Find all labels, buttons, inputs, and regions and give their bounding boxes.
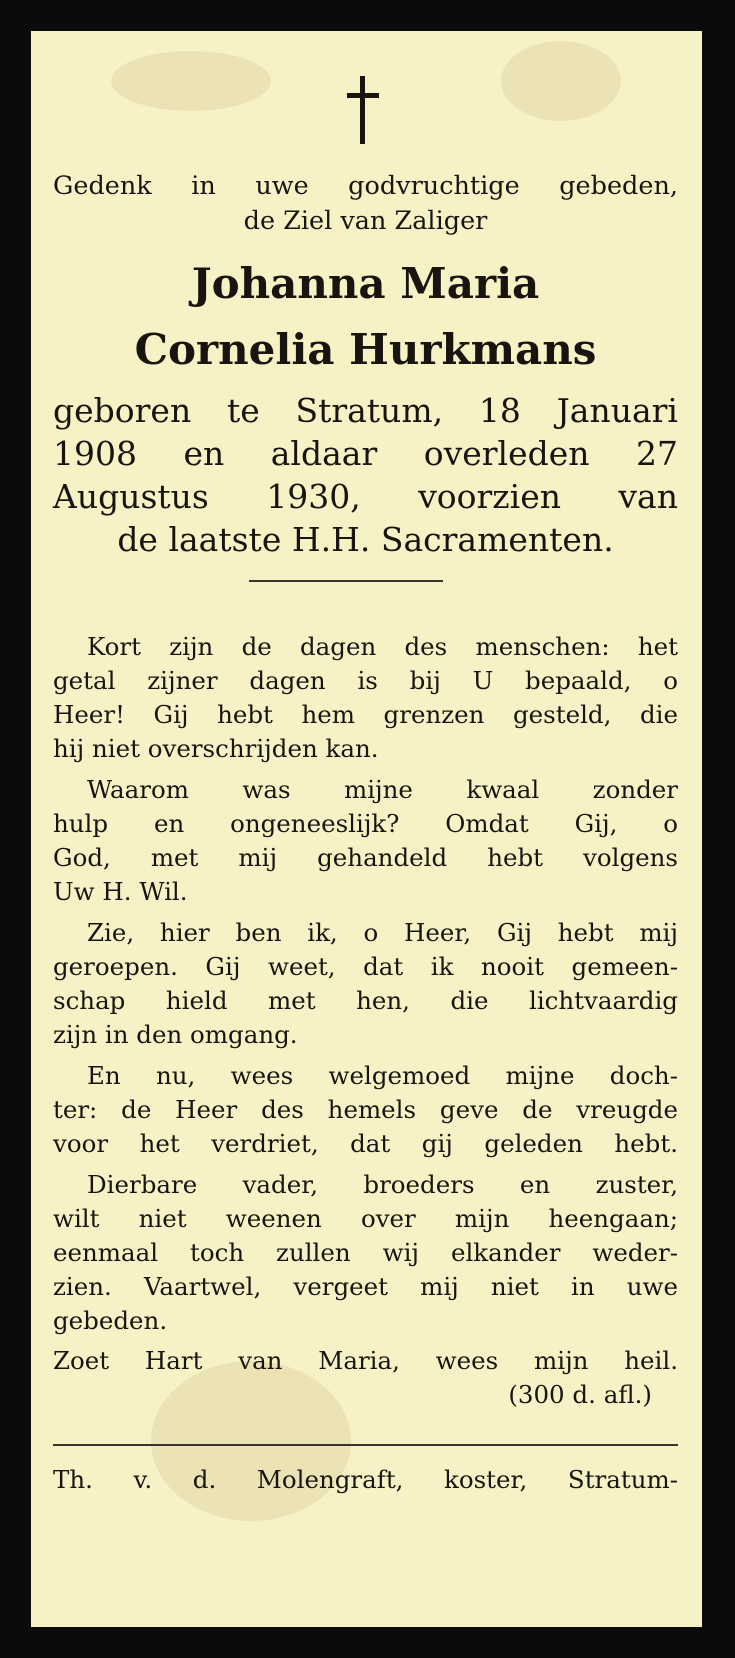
cross-icon bbox=[343, 76, 383, 146]
divider bbox=[249, 580, 443, 582]
paragraph-line: Uw H. Wil. bbox=[53, 877, 188, 906]
paragraph-line: eenmaal toch zullen wij elkander weder- bbox=[53, 1238, 678, 1267]
paragraph-line: Kort zijn de dagen des menschen: het bbox=[87, 632, 678, 661]
paragraph-line: schap hield met hen, die lichtvaardig bbox=[53, 986, 678, 1015]
header-line-2: de Ziel van Zaliger bbox=[243, 206, 488, 236]
paragraph-line: Dierbare vader, broeders en zuster, bbox=[87, 1170, 678, 1199]
printer-credit: Th. v. d. Molengraft, koster, Stratum- bbox=[53, 1465, 678, 1494]
paragraph-line: hij niet overschrijden kan. bbox=[53, 734, 379, 763]
biography-line: geboren te Stratum, 18 Januari bbox=[53, 391, 678, 430]
memorial-card bbox=[31, 31, 702, 1627]
paragraph-line: voor het verdriet, dat gij geleden hebt. bbox=[53, 1129, 678, 1158]
indulgence-note: (300 d. afl.) bbox=[508, 1380, 652, 1409]
paragraph-line: zien. Vaartwel, vergeet mij niet in uwe bbox=[53, 1272, 678, 1301]
biography-line: de laatste H.H. Sacramenten. bbox=[117, 520, 614, 559]
paragraph-line: Zie, hier ben ik, o Heer, Gij hebt mij bbox=[87, 918, 678, 947]
name-line-2: Cornelia Hurkmans bbox=[134, 325, 597, 374]
paragraph-line: Heer! Gij hebt hem grenzen gesteld, die bbox=[53, 700, 678, 729]
paragraph-line: ter: de Heer des hemels geve de vreugde bbox=[53, 1095, 678, 1124]
paragraph-line: geroepen. Gij weet, dat ik nooit gemeen- bbox=[53, 952, 678, 981]
paragraph-line: Zoet Hart van Maria, wees mijn heil. bbox=[53, 1346, 678, 1375]
paragraph-line: wilt niet weenen over mijn heengaan; bbox=[53, 1204, 678, 1233]
header-line-1: Gedenk in uwe godvruchtige gebeden, bbox=[53, 171, 678, 201]
paragraph-line: zijn in den omgang. bbox=[53, 1020, 298, 1049]
biography-line: Augustus 1930, voorzien van bbox=[53, 477, 678, 516]
paragraph-line: En nu, wees welgemoed mijne doch- bbox=[87, 1061, 678, 1090]
divider bbox=[53, 1444, 678, 1446]
paragraph-line: God, met mij gehandeld hebt volgens bbox=[53, 843, 678, 872]
name-line-1: Johanna Maria bbox=[191, 259, 540, 308]
paragraph-line: Waarom was mijne kwaal zonder bbox=[87, 775, 678, 804]
paragraph-line: hulp en ongeneeslijk? Omdat Gij, o bbox=[53, 809, 678, 838]
paragraph-line: getal zijner dagen is bij U bepaald, o bbox=[53, 666, 678, 695]
paragraph-line: gebeden. bbox=[53, 1306, 168, 1335]
biography-line: 1908 en aldaar overleden 27 bbox=[53, 434, 678, 473]
